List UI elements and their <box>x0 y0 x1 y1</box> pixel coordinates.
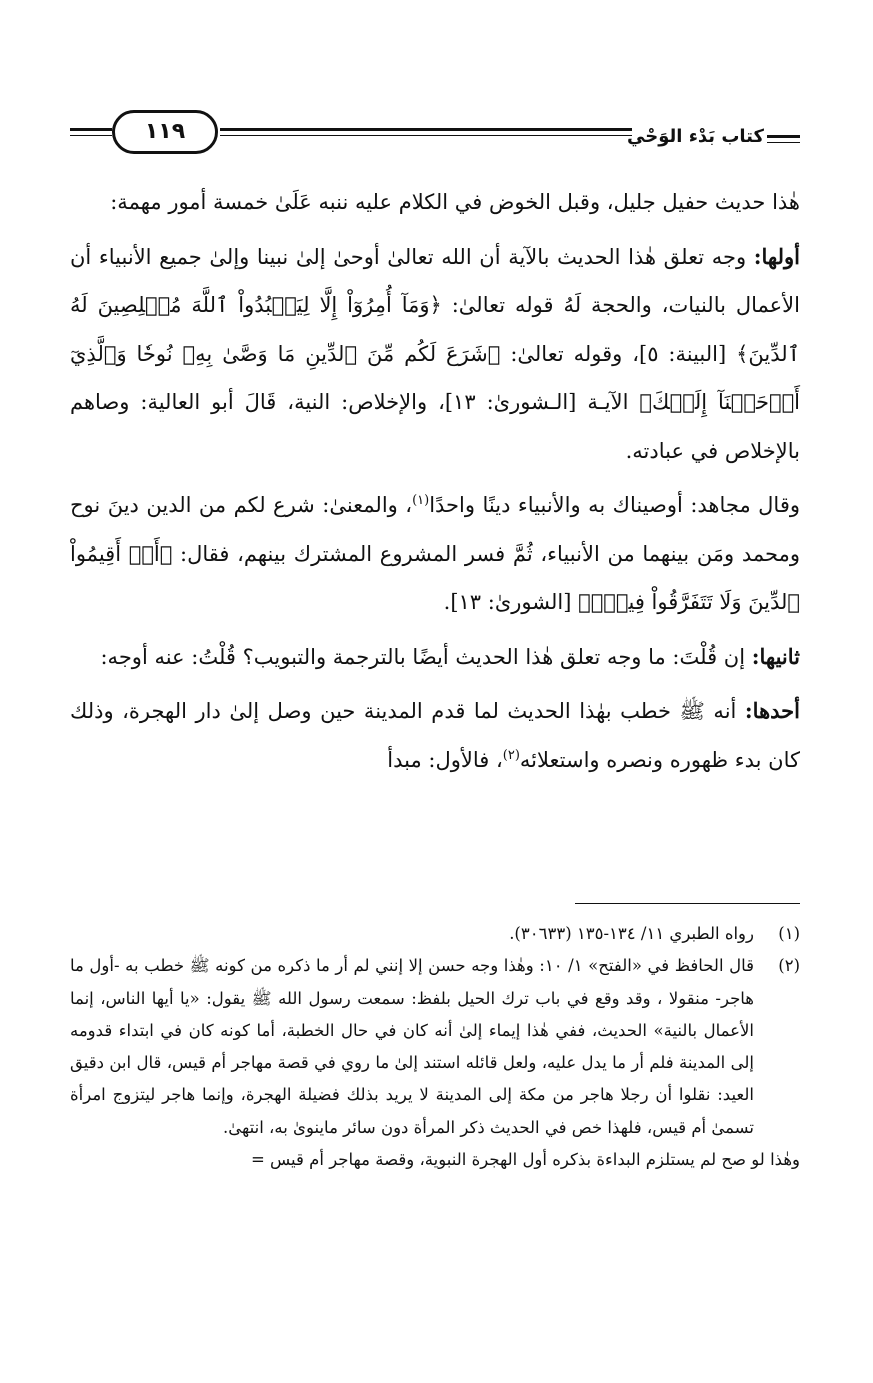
footnote-item <box>70 918 800 950</box>
paragraph-heading: أولها: <box>753 243 800 269</box>
page-header <box>70 108 800 164</box>
paragraph-second-point <box>70 633 800 682</box>
paragraph-text: وجه تعلق هٰذا الحديث بالآية أن الله تعالىٰ أوحىٰ إلىٰ نبينا وإلىٰ جميع الأنبياء أن الأعمال بالنيات، والحجة لَهُ قوله تعالىٰ: ﴿وَمَآ أُمِرُوٓاْ إِلَّا لِيَعۡبُدُواْ ٱللَّهَ مُخۡلِصِينَ لَهُ ٱلدِّينَ﴾ [البينة: ٥]، وقوله تعالىٰ: ﴿شَرَعَ لَكُم مِّنَ ٱلدِّينِ مَا وَصَّىٰ بِهِۦ نُوحٗا وَٱلَّذِيٓ أَوۡحَيۡنَآ إِلَيۡكَ﴾ الآيـة [الـشورىٰ: ١٣]، والإخلاص: النية، قَالَ أبو العالية: وصاهم بالإخلاص في عبادته. <box>70 244 801 463</box>
footnote-text: قال الحافظ في «الفتح» ١/ ١٠: وهٰذا وجه حسن إلا إنني لم أر ما ذكره من كونه ﷺ خطب به -أول ما هاجر- منقولا ، وقد وقع في باب ترك الحيل بلفظ: سمعت رسول الله ﷺ يقول: «يا أيها الناس، إنما الأعمال بالنية» الحديث، ففي هٰذا إيماء إلىٰ أنه كان في حال الخطبة، أما كونه كان في ابتداء قدومه إلى المدينة فلم أر ما يدل عليه، ولعل قائله استند إلىٰ ما روي في قصة مهاجر أم قيس، قال ابن دقيق العيد: نقلوا أن رجلا هاجر من مكة إلى المدينة لا يريد بذلك فضيلة الهجرة، وإنما هاجر ليتزوج امرأة تسمىٰ أم قيس، فلهذا خص في الحديث ذكر المرأة دون سائر ماينوىٰ به، انتهىٰ. <box>70 956 755 1137</box>
paragraph-first-aspect <box>70 687 800 784</box>
paragraph-text: إن قُلْتَ: ما وجه تعلق هٰذا الحديث أيضًا بالترجمة والتبويب؟ قُلْتُ: عنه أوجه: <box>100 644 752 669</box>
footnote-item <box>70 950 800 1144</box>
paragraph-first-point <box>70 233 800 476</box>
paragraph-text: هٰذا حديث حفيل جليل، وقبل الخوض في الكلام عليه ننبه عَلَىٰ خمسة أمور مهمة: <box>110 190 800 214</box>
paragraph-text: ، والمعنىٰ: شرع لكم من الدين دينَ نوح ومحمد ومَن بينهما من الأنبياء، ثُمَّ فسر المشروع المشترك بينهم، فقال: ﴿أَنۡ أَقِيمُواْ ٱلدِّينَ وَلَا تَتَفَرَّقُواْ فِيهِۚ﴾ [الشورىٰ: ١٣]. <box>70 493 800 614</box>
paragraph-heading: أحدها: <box>744 698 800 723</box>
header-rule <box>220 128 632 131</box>
main-text <box>70 178 800 784</box>
header-rule-right-thin <box>767 142 800 143</box>
footnote-ref[interactable]: (٢) <box>502 747 520 763</box>
header-rule-right <box>767 135 800 138</box>
header-rule-left <box>70 128 112 131</box>
footnote-separator <box>575 903 800 904</box>
footnote-text: رواه الطبري ١١/ ١٣٤-١٣٥ (٣٠٦٣٣). <box>509 924 754 943</box>
footnote-number: (٢) <box>778 956 800 976</box>
header-rule-thin <box>220 135 632 136</box>
footnotes <box>70 918 800 1176</box>
page-number: ١١٩ <box>112 110 218 154</box>
paragraph-text: أنه ﷺ خطب بهٰذا الحديث لما قدم المدينة حين وصل إلىٰ دار الهجرة، وذلك كان بدء ظهوره ونصره واستعلائه <box>70 699 800 772</box>
running-title: كتاب بَدْء الوَحْي <box>627 126 764 147</box>
footnote-number: (١) <box>778 924 800 943</box>
paragraph-mujahid <box>70 481 800 627</box>
paragraph-intro <box>70 178 800 227</box>
paragraph-text: وقال مجاهد: أوصيناك به والأنبياء دينًا واحدًا <box>429 493 800 517</box>
paragraph-text: ، فالأول: مبدأ <box>387 747 503 772</box>
footnote-ref[interactable]: (١) <box>412 493 430 508</box>
paragraph-heading: ثانيها: <box>751 643 800 669</box>
footnote-continuation: وهٰذا لو صح لم يستلزم البداءة بذكره أول الهجرة النبوية، وقصة مهاجر أم قيس = <box>250 1150 800 1170</box>
header-rule-left-thin <box>70 135 112 136</box>
